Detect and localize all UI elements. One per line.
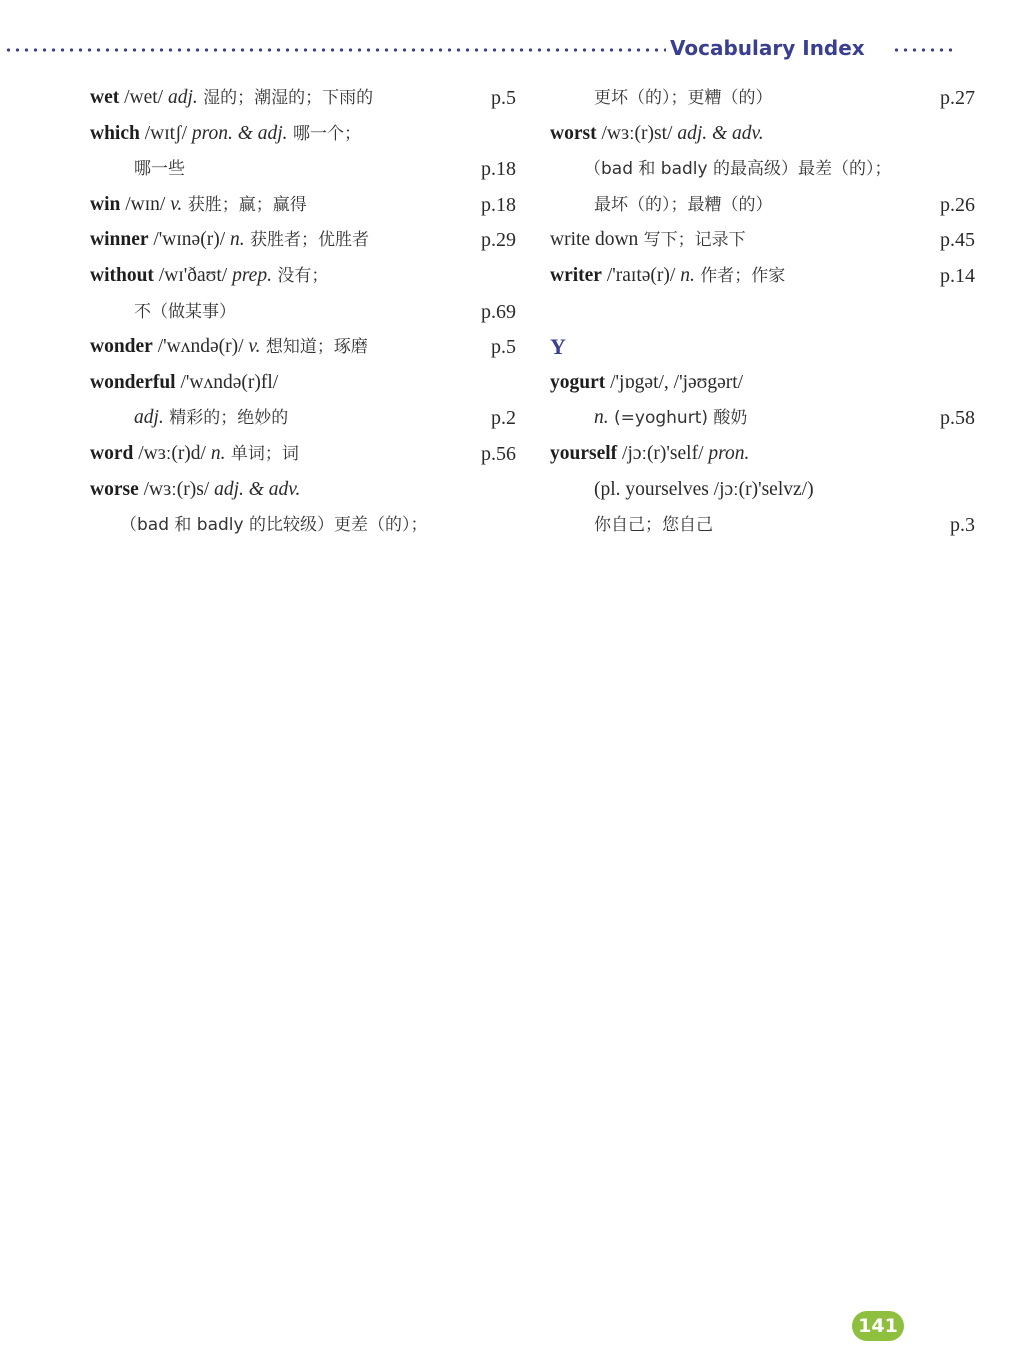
page-ref: p.3 [950,514,975,537]
entry-yourself-plural: (pl. yourselves /jɔː(r)'selvz/) [594,478,814,500]
entry-worse-cont: （bad 和 badly 的比较级）更差（的）； [120,515,428,536]
page-ref: p.58 [940,407,975,430]
entry-yogurt: yogurt /'jɒgət/, /'jəʊgərt/ [550,371,744,393]
dotted-rule-right [892,48,952,52]
entry-yourself: yourself /jɔː(r)'self/ pron. [550,442,750,464]
page-ref: p.2 [491,407,516,430]
page-number-badge: 141 [852,1311,904,1341]
entry-winner: winner /'wɪnə(r)/ n. 获胜者；优胜者 p.29 [90,222,516,258]
entry-wonderful: wonderful /'wʌndə(r)fl/ [90,371,279,393]
entry-writer: writer /'raɪtə(r)/ n. 作者；作家 p.14 [550,258,975,294]
entry-which: which /wɪtʃ/ pron. & adj. 哪一个； [90,122,361,144]
entry-without-cont: 不（做某事） p.69 [90,294,516,330]
entry-worse: worse /wɜː(r)s/ adj. & adv. [90,478,301,500]
dotted-rule-left [4,48,666,52]
entry-worst: worst /wɜː(r)st/ adj. & adv. [550,122,764,144]
entry-worst-cont: （bad 和 badly 的最高级）最差（的）； [584,159,892,180]
page-ref: p.5 [491,87,516,109]
page-ref: p.5 [491,336,516,359]
page-ref: p.29 [481,229,516,252]
section-letter-y: Y [550,334,566,360]
page-ref: p.45 [940,229,975,252]
entry-which-cont: 哪一些 p.18 [90,151,516,187]
entry-yourself-cont: 你自己；您自己 p.3 [550,507,975,543]
page-header [0,34,1024,66]
entry-yogurt-cont: n. (=yoghurt) 酸奶 p.58 [550,400,975,436]
spacer [550,294,975,330]
entry-worse-cont2: 更坏（的）；更糟（的） p.27 [550,80,975,116]
page-ref: p.18 [481,193,516,216]
left-column [90,80,516,543]
page-ref: p.14 [940,264,975,287]
entry-wonder: wonder /'wʌndə(r)/ v. 想知道；琢磨 p.5 [90,329,516,365]
entry-write-down: write down 写下；记录下 p.45 [550,222,975,258]
page-ref: p.18 [481,158,516,181]
entry-without: without /wɪ'ðaʊt/ prep. 没有； [90,264,329,286]
page-ref: p.69 [481,300,516,323]
right-column [550,80,975,543]
entry-worst-cont2: 最坏（的）；最糟（的） p.26 [550,187,975,223]
page-ref: p.26 [940,193,975,216]
section-title: Vocabulary Index [670,36,865,60]
entry-wonderful-cont: adj. 精彩的；绝妙的 p.2 [90,400,516,436]
entry-word: word /wɜː(r)d/ n. 单词；词 p.56 [90,436,516,472]
page-ref: p.27 [940,87,975,109]
entry-wet: wet /wet/ adj. 湿的；潮湿的；下雨的 p.5 [90,80,516,116]
page-ref: p.56 [481,442,516,465]
entry-win: win /wɪn/ v. 获胜；赢；赢得 p.18 [90,187,516,223]
